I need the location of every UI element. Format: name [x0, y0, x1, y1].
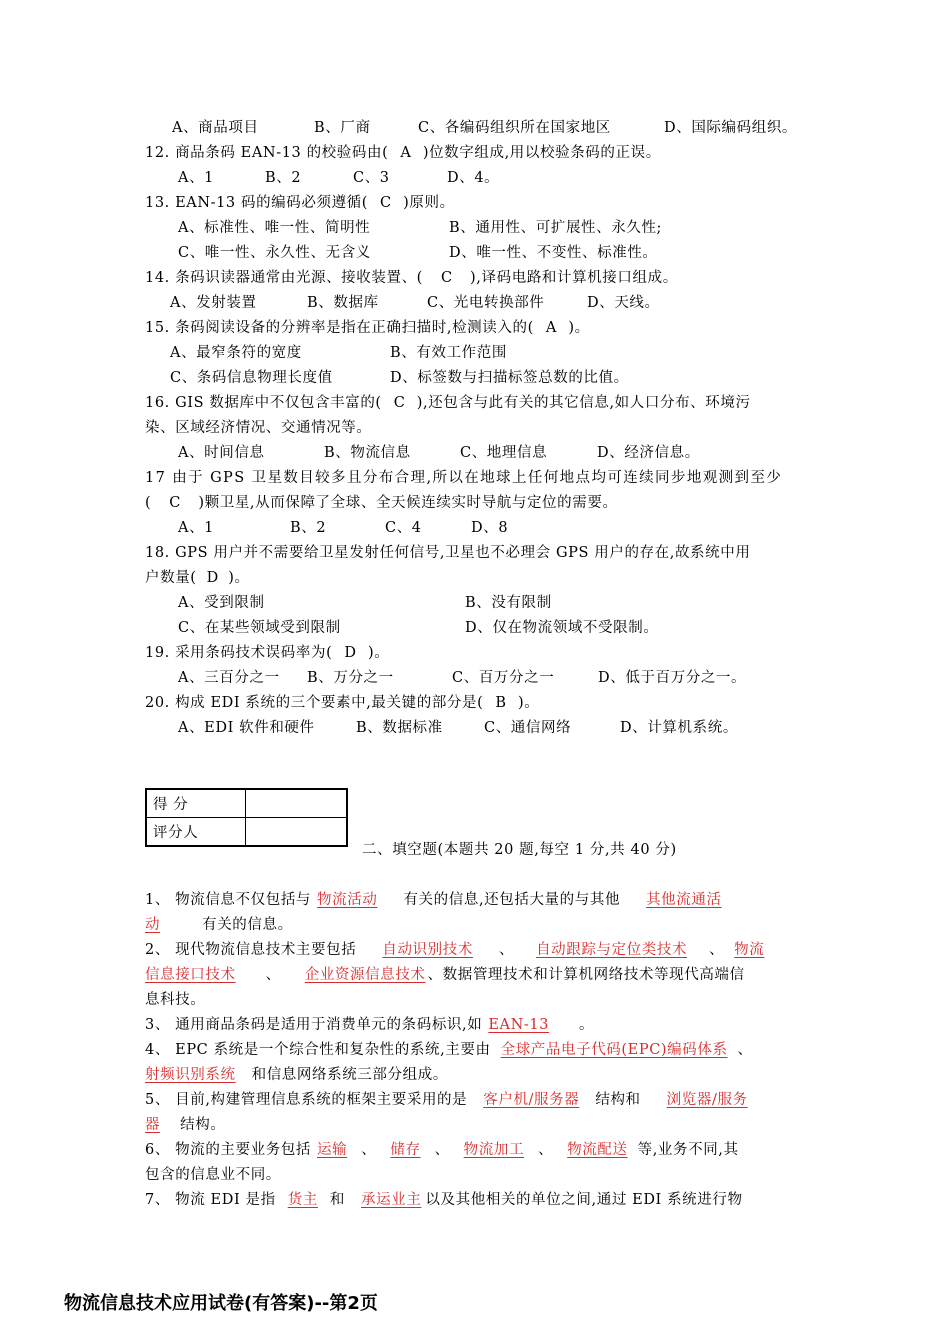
- fill6-blank4: 物流配送: [567, 1142, 628, 1158]
- score-value-cell: [246, 789, 348, 818]
- q12-option-a: A、1: [178, 170, 214, 186]
- fill1-blank2-cont: 动: [145, 917, 161, 933]
- fill3-line1: 3、 通用商品条码是适用于消费单元的条码标识,如 EAN-13 。: [145, 1017, 595, 1033]
- fill2-blank2: 自动跟踪与定位类技术: [536, 942, 688, 958]
- q16-option-c: C、地理信息: [460, 445, 548, 461]
- q17-stem-line1: 17 由于 GPS 卫星数目较多且分布合理,所以在地球上任何地点均可连续同步地观测到至少: [145, 470, 783, 486]
- q19-option-c: C、百万分之一: [452, 670, 555, 686]
- q16-option-a: A、时间信息: [178, 445, 265, 461]
- q16-answer: C: [393, 395, 405, 411]
- q12-answer: A: [400, 145, 411, 161]
- fill6-blank2: 储存: [390, 1142, 421, 1158]
- q17-answer: C: [169, 495, 181, 511]
- fill1-line1: 1、 物流信息不仅包括与 物流活动 有关的信息,还包括大量的与其他 其他流通活: [145, 892, 722, 908]
- fill2-line3: 息科技。: [145, 992, 206, 1008]
- fill4-blank1: 全球产品电子代码(EPC)编码体系: [500, 1042, 728, 1058]
- q20-option-b: B、数据标准: [356, 720, 443, 736]
- q18-option-c: C、在某些领域受到限制: [178, 620, 341, 636]
- q11-option-a: A、商品项目: [172, 120, 259, 136]
- q18-stem-line2: 户数量( D )。: [145, 570, 250, 586]
- q14-option-d: D、天线。: [587, 295, 660, 311]
- fill2-line2: 信息接口技术 、 企业资源信息技术 、数据管理技术和计算机网络技术等现代高端信: [145, 967, 745, 983]
- q13-option-c: C、唯一性、永久性、无含义: [178, 245, 371, 261]
- q15-option-b: B、有效工作范围: [390, 345, 507, 361]
- q13-option-a: A、标准性、唯一性、简明性: [178, 220, 371, 236]
- q18-option-a: A、受到限制: [178, 595, 265, 611]
- q14-option-b: B、数据库: [307, 295, 379, 311]
- q17-option-c: C、4: [385, 520, 422, 536]
- q15-option-a: A、最窄条符的宽度: [170, 345, 302, 361]
- q20-option-a: A、EDI 软件和硬件: [178, 720, 315, 736]
- fill5-blank2-cont: 器: [145, 1117, 161, 1133]
- q19-option-b: B、万分之一: [307, 670, 394, 686]
- fill4-line2: 射频识别系统 和信息网络系统三部分组成。: [145, 1067, 448, 1083]
- fill2-blank3-cont: 信息接口技术: [145, 967, 236, 983]
- fill7-blank1: 货主: [287, 1192, 318, 1208]
- q12-stem: 12. 商品条码 EAN-13 的校验码由( A )位数字组成,用以校验条码的正误。: [145, 145, 661, 161]
- q18-option-d: D、仅在物流领域不受限制。: [465, 620, 659, 636]
- q20-stem: 20. 构成 EDI 系统的三个要素中,最关键的部分是( B )。: [145, 695, 540, 711]
- q19-stem: 19. 采用条码技术误码率为( D )。: [145, 645, 390, 661]
- q11-option-b: B、厂商: [314, 120, 371, 136]
- q19-answer: D: [344, 645, 356, 661]
- q13-answer: C: [380, 195, 392, 211]
- q19-option-d: D、低于百万分之一。: [598, 670, 747, 686]
- fill6-line1: 6、 物流的主要业务包括 运输 、 储存 、 物流加工 、 物流配送 等,业务不同,其: [145, 1142, 739, 1158]
- q15-option-c: C、条码信息物理长度值: [170, 370, 333, 386]
- fill2-blank3: 物流: [734, 942, 765, 958]
- fill6-blank1: 运输: [317, 1142, 348, 1158]
- q19-option-a: A、三百分之一: [178, 670, 280, 686]
- fill2-line1: 2、 现代物流信息技术主要包括 自动识别技术 、 自动跟踪与定位类技术 、 物流: [145, 942, 765, 958]
- fill1-line2: 动 有关的信息。: [145, 917, 293, 933]
- q18-option-b: B、没有限制: [465, 595, 552, 611]
- fill7-line1: 7、 物流 EDI 是指 货主 和 承运业主 以及其他相关的单位之间,通过 EDI 系统进行物: [145, 1192, 743, 1208]
- fill5-blank1: 客户机/服务器: [483, 1092, 580, 1108]
- q18-answer: D: [206, 570, 219, 586]
- page-footer: 物流信息技术应用试卷(有答案)--第2页: [64, 1293, 378, 1314]
- fill4-line1: 4、 EPC 系统是一个综合性和复杂性的系统,主要由 全球产品电子代码(EPC)编码体系 、: [145, 1042, 753, 1058]
- fill1-blank1: 物流活动: [317, 892, 378, 908]
- q14-option-a: A、发射装置: [170, 295, 257, 311]
- fill4-blank2: 射频识别系统: [145, 1067, 236, 1083]
- score-table: [145, 788, 348, 847]
- fill5-line2: 器 结构。: [145, 1117, 226, 1133]
- fill6-blank3: 物流加工: [463, 1142, 525, 1158]
- q13-stem: 13. EAN-13 码的编码必须遵循( C )原则。: [145, 195, 455, 211]
- q20-option-c: C、通信网络: [484, 720, 572, 736]
- q18-stem-line1: 18. GPS 用户并不需要给卫星发射任何信号,卫星也不必理会 GPS 用户的存在,故系统中用: [145, 545, 751, 561]
- q13-option-b: B、通用性、可扩展性、永久性;: [449, 220, 663, 236]
- q17-option-b: B、2: [290, 520, 327, 536]
- score-label: 得 分: [146, 789, 246, 818]
- q11-option-c: C、各编码组织所在国家地区: [418, 120, 611, 136]
- fill2-blank4: 企业资源信息技术: [304, 967, 426, 983]
- grader-value-cell: [246, 818, 348, 847]
- fill1-blank2: 其他流通活: [646, 892, 722, 908]
- q14-stem: 14. 条码识读器通常由光源、接收装置、( C ),译码电路和计算机接口组成。: [145, 270, 678, 286]
- section2-title: 二、填空题(本题共 20 题,每空 1 分,共 40 分): [362, 842, 677, 858]
- q14-option-c: C、光电转换部件: [427, 295, 545, 311]
- q17-option-d: D、8: [471, 520, 509, 536]
- q16-stem: 16. GIS 数据库中不仅包含丰富的( C ),还包含与此有关的其它信息,如人口分布、环境污: [145, 395, 751, 411]
- q11-option-d: D、国际编码组织。: [664, 120, 798, 136]
- q16-option-b: B、物流信息: [324, 445, 411, 461]
- fill5-blank2: 浏览器/服务: [666, 1092, 748, 1108]
- q20-answer: B: [495, 695, 507, 711]
- q12-option-c: C、3: [353, 170, 390, 186]
- q15-answer: A: [545, 320, 557, 336]
- q15-stem: 15. 条码阅读设备的分辨率是指在正确扫描时,检测读入的( A )。: [145, 320, 590, 336]
- q20-option-d: D、计算机系统。: [620, 720, 738, 736]
- fill5-line1: 5、 目前,构建管理信息系统的框架主要采用的是 客户机/服务器 结构和 浏览器/服务: [145, 1092, 748, 1108]
- fill3-blank1: EAN-13: [488, 1017, 550, 1033]
- q17-stem-line2: ( C )颗卫星,从而保障了全球、全天候连续实时导航与定位的需要。: [145, 495, 618, 511]
- grader-label: 评分人: [146, 818, 246, 847]
- fill2-blank1: 自动识别技术: [382, 942, 473, 958]
- q13-option-d: D、唯一性、不变性、标准性。: [449, 245, 658, 261]
- q16-option-d: D、经济信息。: [597, 445, 700, 461]
- fill6-line2: 包含的信息业不同。: [145, 1167, 281, 1183]
- q17-option-a: A、1: [178, 520, 214, 536]
- q15-option-d: D、标签数与扫描标签总数的比值。: [390, 370, 629, 386]
- q14-answer: C: [440, 270, 453, 286]
- q12-option-d: D、4。: [447, 170, 500, 186]
- q16-stem-line2: 染、区域经济情况、交通情况等。: [145, 420, 372, 436]
- fill7-blank2: 承运业主: [361, 1192, 422, 1208]
- q12-option-b: B、2: [265, 170, 302, 186]
